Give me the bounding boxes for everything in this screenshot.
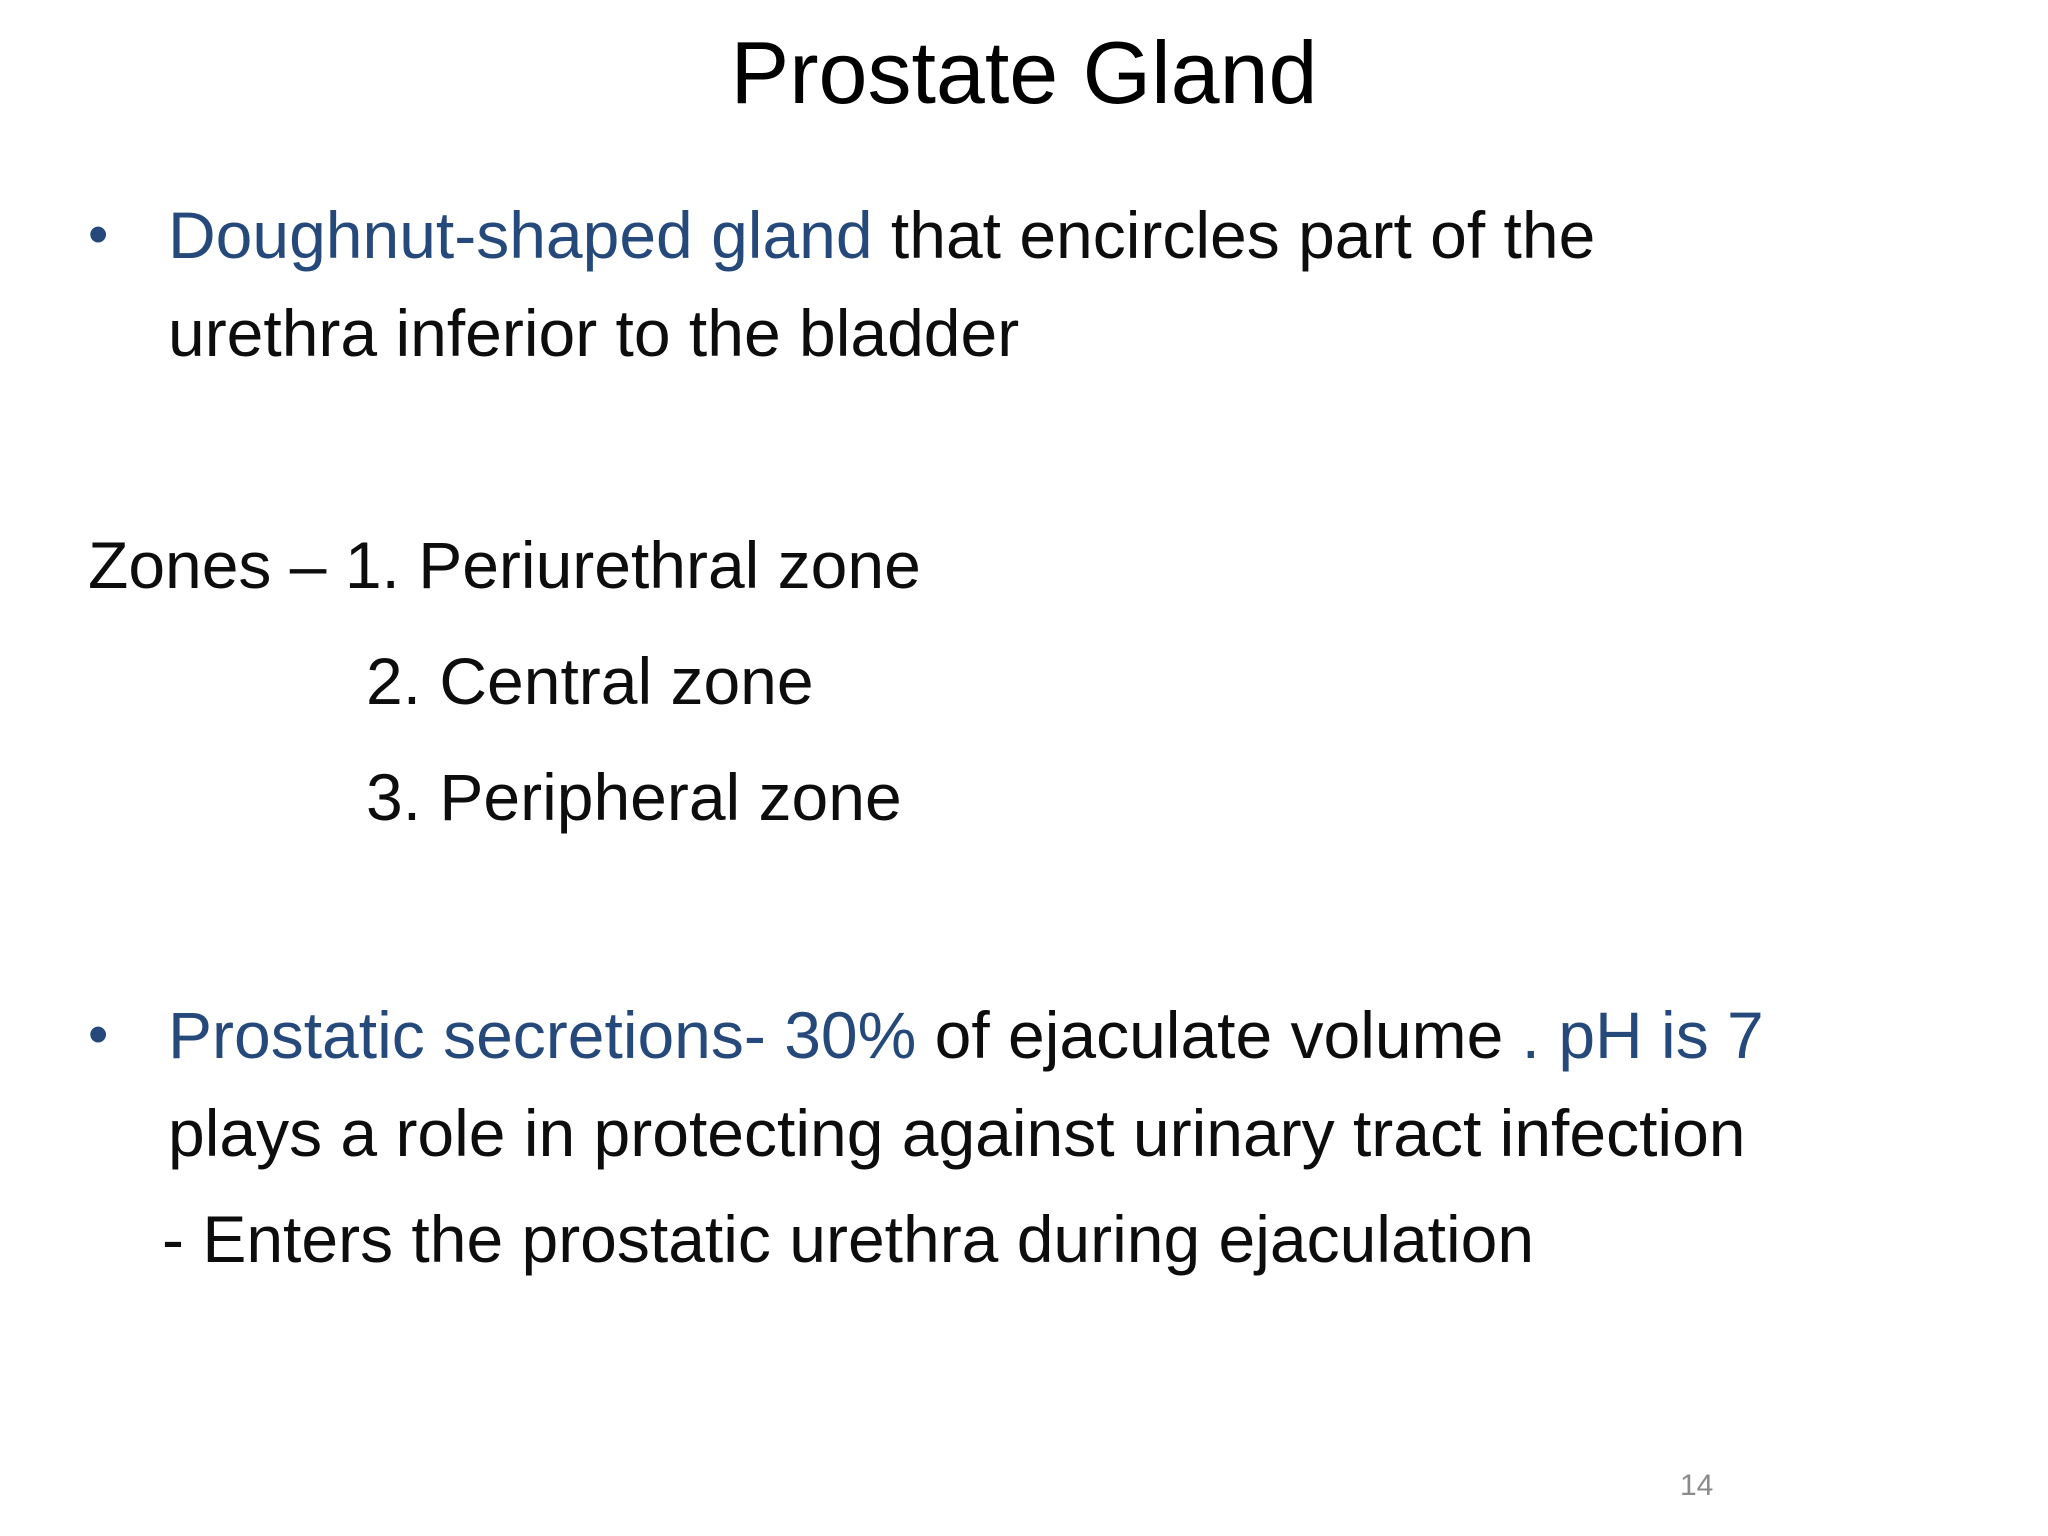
bullet-2-highlight-1: Prostatic secretions- 30%	[168, 998, 917, 1072]
bullet-icon: •	[88, 202, 109, 267]
bullet-2-line-2: plays a role in protecting against urinary tract infection	[168, 1096, 1746, 1170]
zones-line-2: 2. Central zone	[366, 644, 814, 718]
bullet-2-line-1	[168, 986, 1764, 1084]
bullet-2-highlight-2: . pH is 7	[1521, 998, 1764, 1072]
zones-line-3: 3. Peripheral zone	[366, 760, 902, 834]
bullet-2-middle: of ejaculate volume	[916, 998, 1522, 1072]
slide-title: Prostate Gland	[730, 23, 1318, 122]
bullet-1-line-1	[168, 186, 1595, 284]
bullet-1-rest: that encircles part of the	[872, 198, 1596, 272]
page-number: 14	[1680, 1469, 1714, 1502]
bullet-1-line-2: urethra inferior to the bladder	[168, 296, 1020, 370]
bullet-1-highlight: Doughnut-shaped gland	[168, 198, 873, 272]
bullet-1-text	[168, 186, 1595, 382]
bullet-2-text	[168, 986, 1764, 1182]
bullet-icon: •	[88, 1002, 109, 1067]
sub-point: - Enters the prostatic urethra during ejaculation	[162, 1202, 1535, 1276]
zones-line-1: Zones – 1. Periurethral zone	[88, 528, 921, 602]
